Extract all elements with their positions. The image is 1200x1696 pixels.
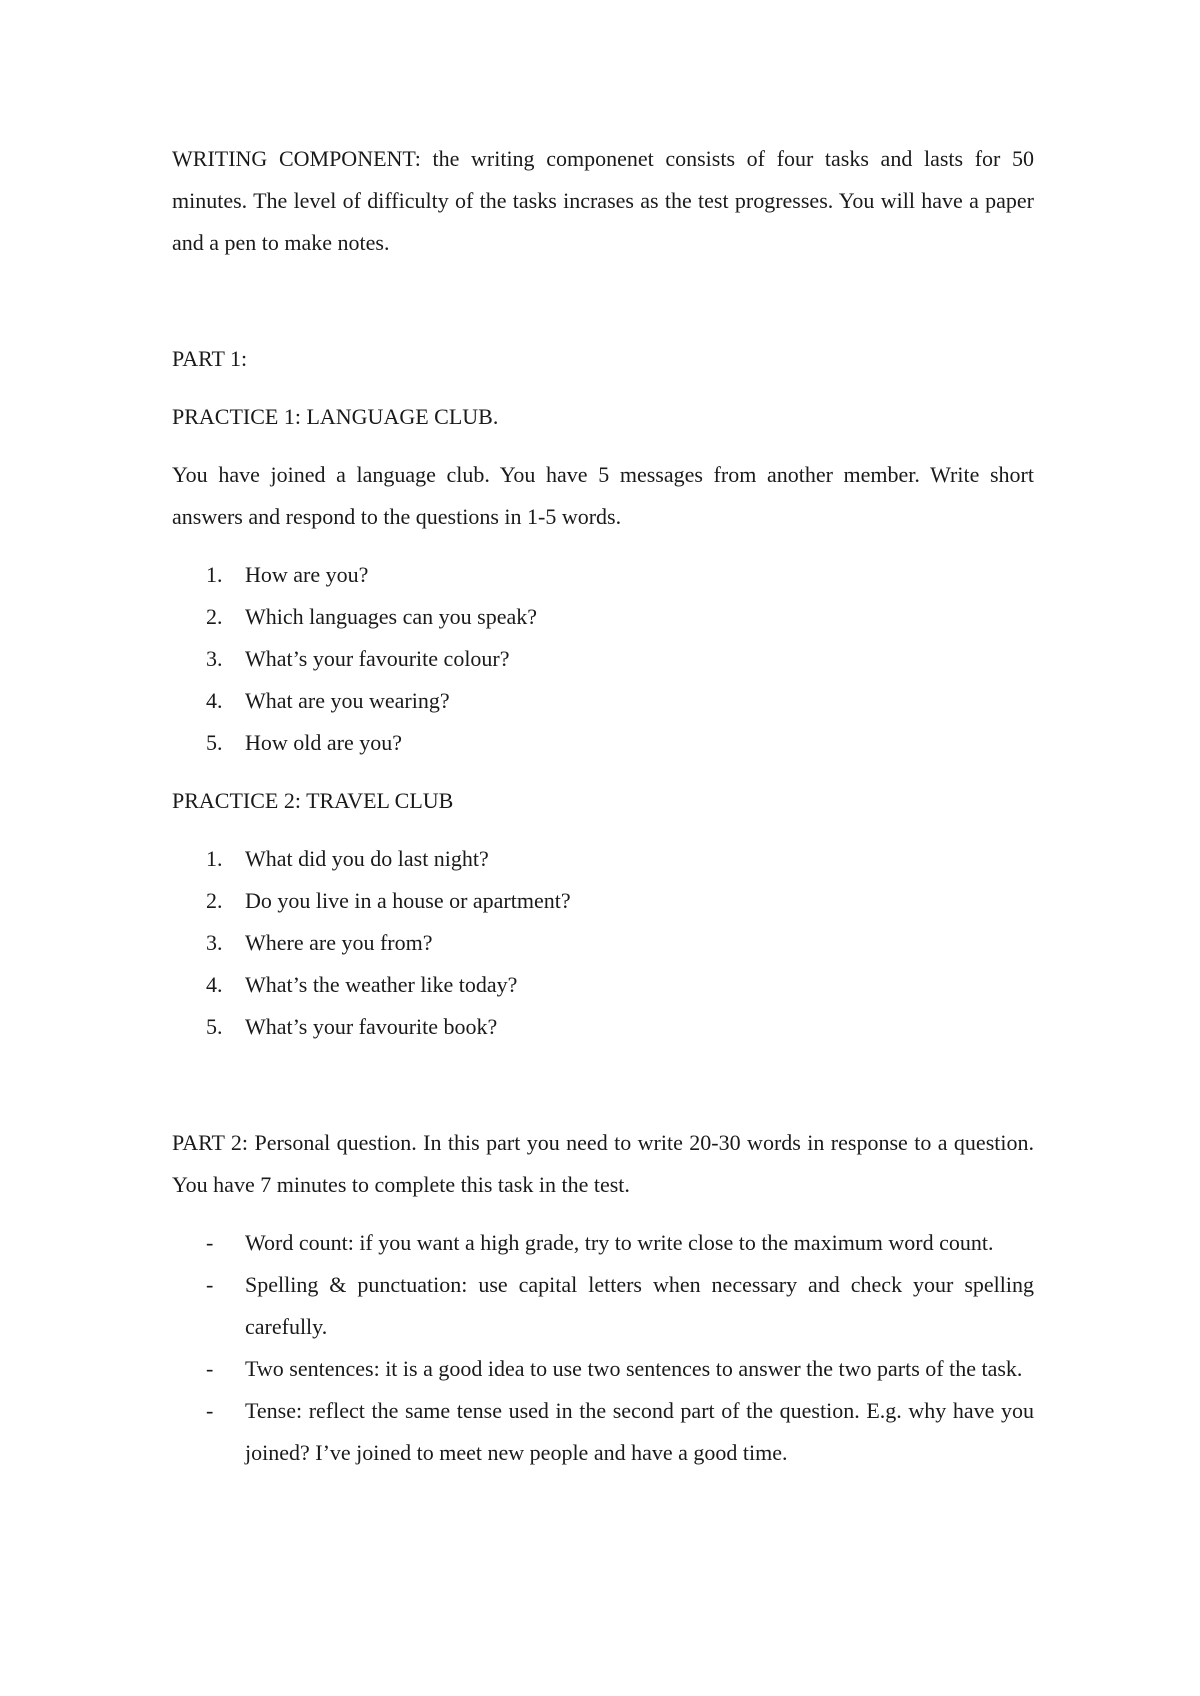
list-number: 3. — [206, 930, 223, 955]
bullet-dash: - — [206, 1230, 214, 1255]
list-item — [172, 964, 1034, 1006]
list-item — [172, 1222, 1034, 1264]
part2-tips-list — [172, 1222, 1034, 1474]
list-number: 4. — [206, 972, 223, 997]
bullet-dash: - — [206, 1356, 214, 1381]
list-item — [172, 554, 1034, 596]
practice1-heading: PRACTICE 1: LANGUAGE CLUB. — [172, 404, 499, 429]
bullet-dash: - — [206, 1272, 214, 1297]
tip-text: Word count: if you want a high grade, try to write close to the maximum word count. — [245, 1230, 994, 1255]
list-item — [172, 1264, 1034, 1348]
question-text: How are you? — [245, 562, 369, 587]
practice2-question-list — [172, 838, 1034, 1048]
list-number: 3. — [206, 646, 223, 671]
list-item — [172, 638, 1034, 680]
question-text: What’s your favourite colour? — [245, 646, 510, 671]
list-item — [172, 838, 1034, 880]
document-page — [172, 138, 1034, 1474]
question-text: How old are you? — [245, 730, 403, 755]
tip-text: Two sentences: it is a good idea to use two sentences to answer the two parts of the task. — [245, 1356, 1023, 1381]
list-number: 1. — [206, 562, 223, 587]
question-text: What are you wearing? — [245, 688, 450, 713]
question-text: Do you live in a house or apartment? — [245, 888, 571, 913]
question-text: What did you do last night? — [245, 846, 489, 871]
list-number: 5. — [206, 730, 223, 755]
list-item — [172, 1006, 1034, 1048]
list-item — [172, 722, 1034, 764]
part2-intro: PART 2: Personal question. In this part you need to write 20-30 words in response to a question. You have 7 minutes to complete this task in the test. — [172, 1130, 1034, 1197]
list-item — [172, 1390, 1034, 1474]
list-number: 5. — [206, 1014, 223, 1039]
bullet-dash: - — [206, 1398, 214, 1423]
list-number: 2. — [206, 604, 223, 629]
list-number: 1. — [206, 846, 223, 871]
part1-heading: PART 1: — [172, 346, 248, 371]
list-item — [172, 1348, 1034, 1390]
list-number: 4. — [206, 688, 223, 713]
list-item — [172, 922, 1034, 964]
list-item — [172, 596, 1034, 638]
writing-component-intro: WRITING COMPONENT: the writing componenet consists of four tasks and lasts for 50 minutes. The level of difficulty of the tasks incrases as the test progresses. You will have a paper and a pen to make notes. — [172, 146, 1034, 255]
practice1-instructions: You have joined a language club. You have 5 messages from another member. Write short answers and respond to the questions in 1-5 words. — [172, 462, 1034, 529]
practice2-heading: PRACTICE 2: TRAVEL CLUB — [172, 788, 454, 813]
list-item — [172, 880, 1034, 922]
list-number: 2. — [206, 888, 223, 913]
question-text: Which languages can you speak? — [245, 604, 537, 629]
question-text: What’s the weather like today? — [245, 972, 518, 997]
list-item — [172, 680, 1034, 722]
practice1-question-list — [172, 554, 1034, 764]
tip-text: Spelling & punctuation: use capital letters when necessary and check your spelling carefully. — [245, 1272, 1034, 1339]
question-text: What’s your favourite book? — [245, 1014, 498, 1039]
question-text: Where are you from? — [245, 930, 433, 955]
tip-text: Tense: reflect the same tense used in the second part of the question. E.g. why have you joined? I’ve joined to meet new people and have a good time. — [245, 1398, 1034, 1465]
